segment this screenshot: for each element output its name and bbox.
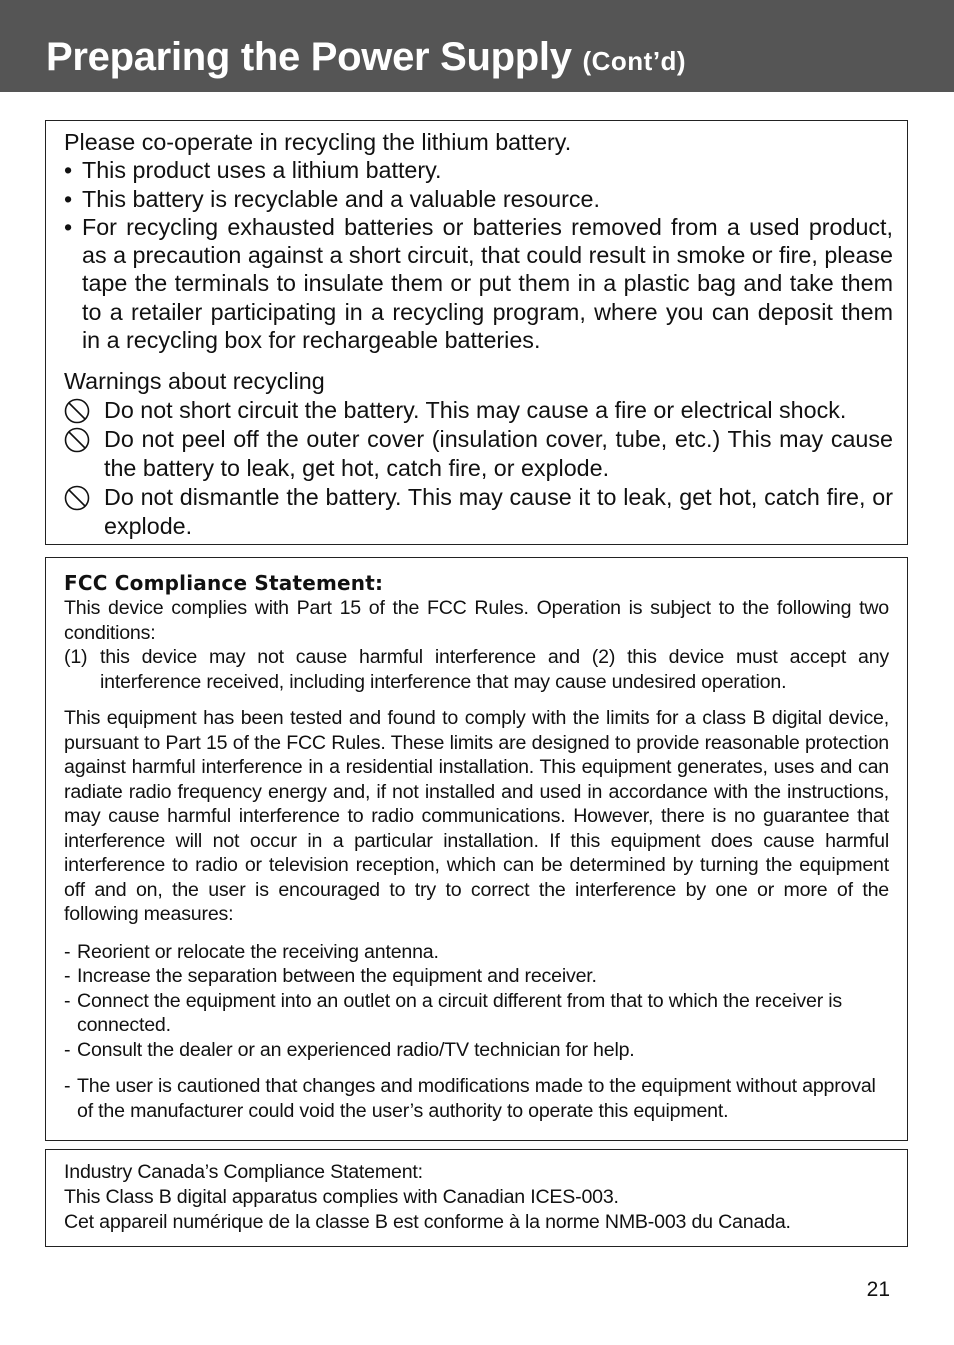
measure-text: Reorient or relocate the receiving antenna. (77, 940, 439, 963)
warning-text: Do not peel off the outer cover (insulation cover, tube, etc.) This may cause the battery to leak, get hot, catch fire, or explode. (104, 425, 893, 481)
bullet-marker: • (64, 185, 73, 212)
fcc-caution-list (64, 1074, 889, 1123)
page-title (46, 34, 686, 84)
caution-text: The user is cautioned that changes and modifications made to the equipment without approval of the manufacturer could void the user’s authority to operate this equipment. (77, 1075, 876, 1122)
canada-line-french: Cet appareil numérique de la classe B est conforme à la norme NMB-003 du Canada. (64, 1211, 791, 1233)
recycling-bullet-list (64, 156, 893, 354)
bullet-text: For recycling exhausted batteries or batteries removed from a used product, as a precaution against a short circuit, that could result in smoke or fire, please tape the terminals to insulate them or put them in a plastic bag and take them to a retailer participating in a recycling program, where you can deposit them in a recycling box for rechargeable batteries. (82, 213, 893, 354)
warning-item (64, 396, 893, 425)
prohibition-icon (64, 485, 90, 511)
dash-marker: - (64, 989, 71, 1012)
bullet-marker: • (64, 157, 73, 184)
recycling-intro: Please co-operate in recycling the lithium battery. (64, 129, 572, 155)
warning-item (64, 483, 893, 541)
fcc-intro: This device complies with Part 15 of the FCC Rules. Operation is subject to the following two conditions: (64, 597, 889, 644)
caution-item (64, 1074, 889, 1123)
measure-item (64, 1038, 889, 1063)
dash-marker: - (64, 965, 71, 987)
prohibition-icon (64, 398, 90, 424)
condition-number: (1) (64, 646, 88, 668)
page-number: 21 (866, 1278, 890, 1301)
bullet-marker: • (64, 213, 73, 240)
measure-text: Increase the separation between the equipment and receiver. (77, 965, 597, 987)
recycling-notice-box (45, 120, 908, 545)
measure-item (64, 940, 889, 965)
warning-text: Do not dismantle the battery. This may cause it to leak, get hot, catch fire, or explode. (104, 483, 893, 539)
dash-marker: - (64, 1075, 71, 1097)
dash-marker: - (64, 1038, 71, 1061)
page-header (0, 0, 954, 92)
measure-text: Connect the equipment into an outlet on a circuit different from that to which the receiver is connected. (77, 989, 843, 1036)
page-title-suffix: (Cont’d) (582, 46, 687, 76)
measure-text: Consult the dealer or an experienced radio/TV technician for help. (77, 1038, 635, 1061)
measure-item (64, 964, 889, 989)
canada-title: Industry Canada’s Compliance Statement: (64, 1161, 423, 1183)
page-title-text: Preparing the Power Supply (46, 35, 572, 79)
fcc-statement-box (45, 557, 908, 1141)
bullet-text: This product uses a lithium battery. (82, 157, 442, 184)
prohibition-icon (64, 427, 90, 453)
canada-line-english: This Class B digital apparatus complies with Canadian ICES-003. (64, 1186, 619, 1208)
canada-statement-box (45, 1149, 908, 1247)
measure-item (64, 989, 889, 1038)
recycling-bullet-item (64, 213, 893, 354)
warning-item (64, 425, 893, 483)
warnings-list (64, 396, 893, 541)
recycling-bullet-item (64, 185, 893, 213)
fcc-title: FCC Compliance Statement: (64, 571, 384, 595)
bullet-text: This battery is recyclable and a valuable resource. (82, 185, 600, 212)
fcc-measures-list (64, 940, 889, 1063)
fcc-condition (64, 645, 889, 694)
condition-text: this device may not cause harmful interference and (2) this device must accept any interference received, including interference that may cause undesired operation. (100, 646, 889, 693)
recycling-bullet-item (64, 156, 893, 184)
warnings-heading: Warnings about recycling (64, 368, 325, 395)
dash-marker: - (64, 940, 71, 963)
warning-text: Do not short circuit the battery. This may cause a fire or electrical shock. (104, 396, 847, 423)
fcc-paragraph: This equipment has been tested and found to comply with the limits for a class B digital device, pursuant to Part 15 of the FCC Rules. These limits are designed to provide reasonable protection against harmful interference in a residential installation. This equipment generates, uses and can radiate radio frequency energy and, if not installed and used in accordance with the instructions, may cause harmful interference to radio communications. However, there is no guarantee that interference will not occur in a particular installation. If this equipment does cause harmful interference to radio or television reception, which can be determined by turning the equipment off and on, the user is encouraged to try to correct the interference by one or more of the following measures: (64, 707, 889, 925)
